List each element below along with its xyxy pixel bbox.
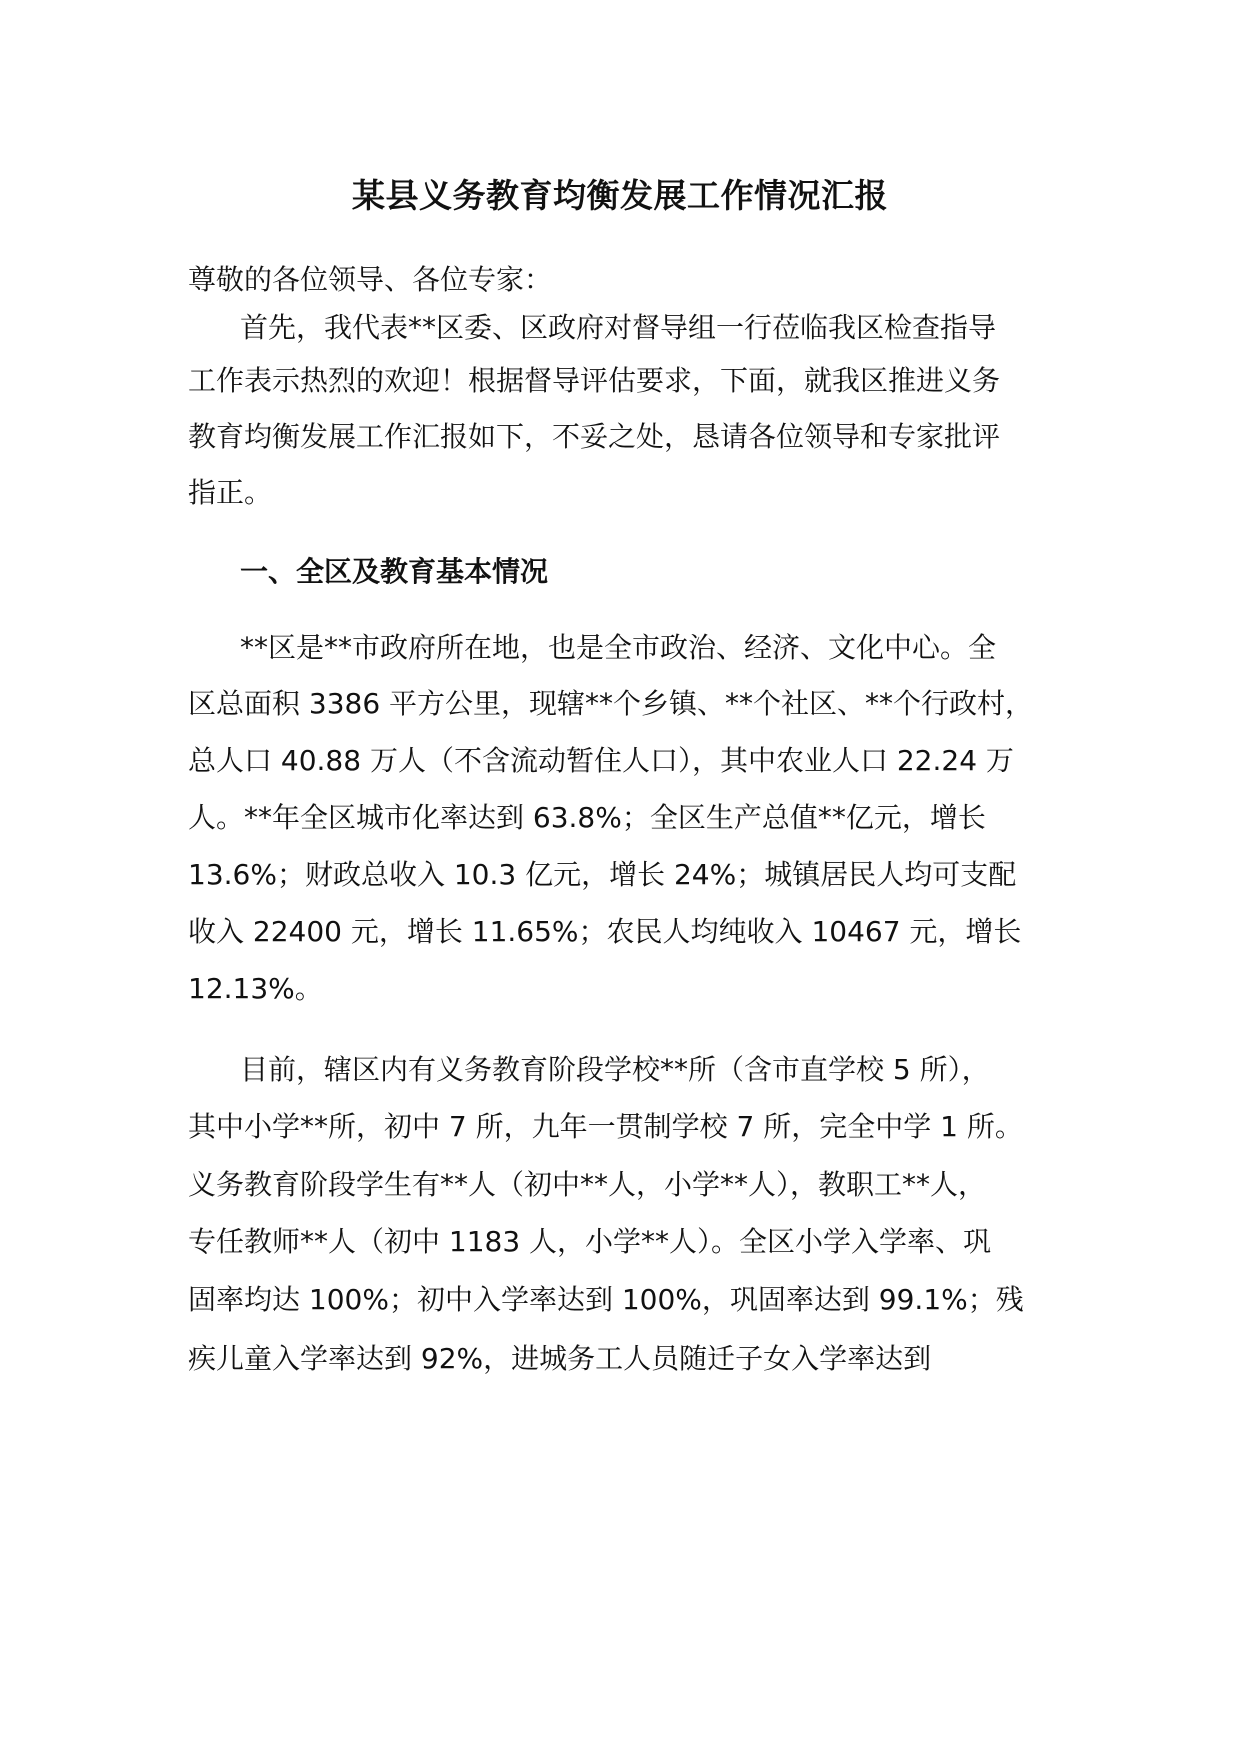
document-title: 某县义务教育均衡发展工作情况汇报 (352, 176, 888, 215)
paragraph-3-line-2: 其中小学**所，初中 7 所，九年一贯制学校 7 所，完全中学 1 所。 (188, 1110, 1023, 1143)
paragraph-2-line-7: 12.13%。 (188, 972, 323, 1005)
salutation: 尊敬的各位领导、各位专家： (188, 263, 553, 296)
paragraph-1-line-2: 工作表示热烈的欢迎！根据督导评估要求，下面，就我区推进义务 (188, 364, 1001, 397)
paragraph-3-line-4: 专任教师**人（初中 1183 人，小学**人）。全区小学入学率、巩 (188, 1225, 992, 1258)
paragraph-1-line-4: 指正。 (188, 476, 273, 509)
paragraph-1-line-1: 首先，我代表**区委、区政府对督导组一行莅临我区检查指导 (240, 311, 997, 344)
paragraph-2-line-4: 人。**年全区城市化率达到 63.8%；全区生产总值**亿元，增长 (188, 801, 986, 834)
paragraph-1-line-3: 教育均衡发展工作汇报如下，不妥之处，恳请各位领导和专家批评 (188, 420, 1001, 453)
paragraph-2-line-2: 区总面积 3386 平方公里，现辖**个乡镇、**个社区、**个行政村， (188, 687, 1034, 720)
paragraph-2-line-3: 总人口 40.88 万人（不含流动暂住人口），其中农业人口 22.24 万 (188, 744, 1014, 777)
paragraph-2-line-5: 13.6%；财政总收入 10.3 亿元，增长 24%；城镇居民人均可支配 (188, 858, 1017, 891)
section-1-heading: 一、全区及教育基本情况 (240, 555, 549, 588)
paragraph-3-line-5: 固率均达 100%；初中入学率达到 100%，巩固率达到 99.1%；残 (188, 1283, 1024, 1316)
paragraph-3-line-1: 目前，辖区内有义务教育阶段学校**所（含市直学校 5 所）， (240, 1053, 990, 1086)
paragraph-3-line-6: 疾儿童入学率达到 92%，进城务工人员随迁子女入学率达到 (188, 1342, 932, 1375)
paragraph-2-line-1: **区是**市政府所在地，也是全市政治、经济、文化中心。全 (240, 631, 997, 664)
paragraph-2-line-6: 收入 22400 元，增长 11.65%；农民人均纯收入 10467 元，增长 (188, 915, 1022, 948)
paragraph-3-line-3: 义务教育阶段学生有**人（初中**人，小学**人），教职工**人， (188, 1168, 987, 1201)
